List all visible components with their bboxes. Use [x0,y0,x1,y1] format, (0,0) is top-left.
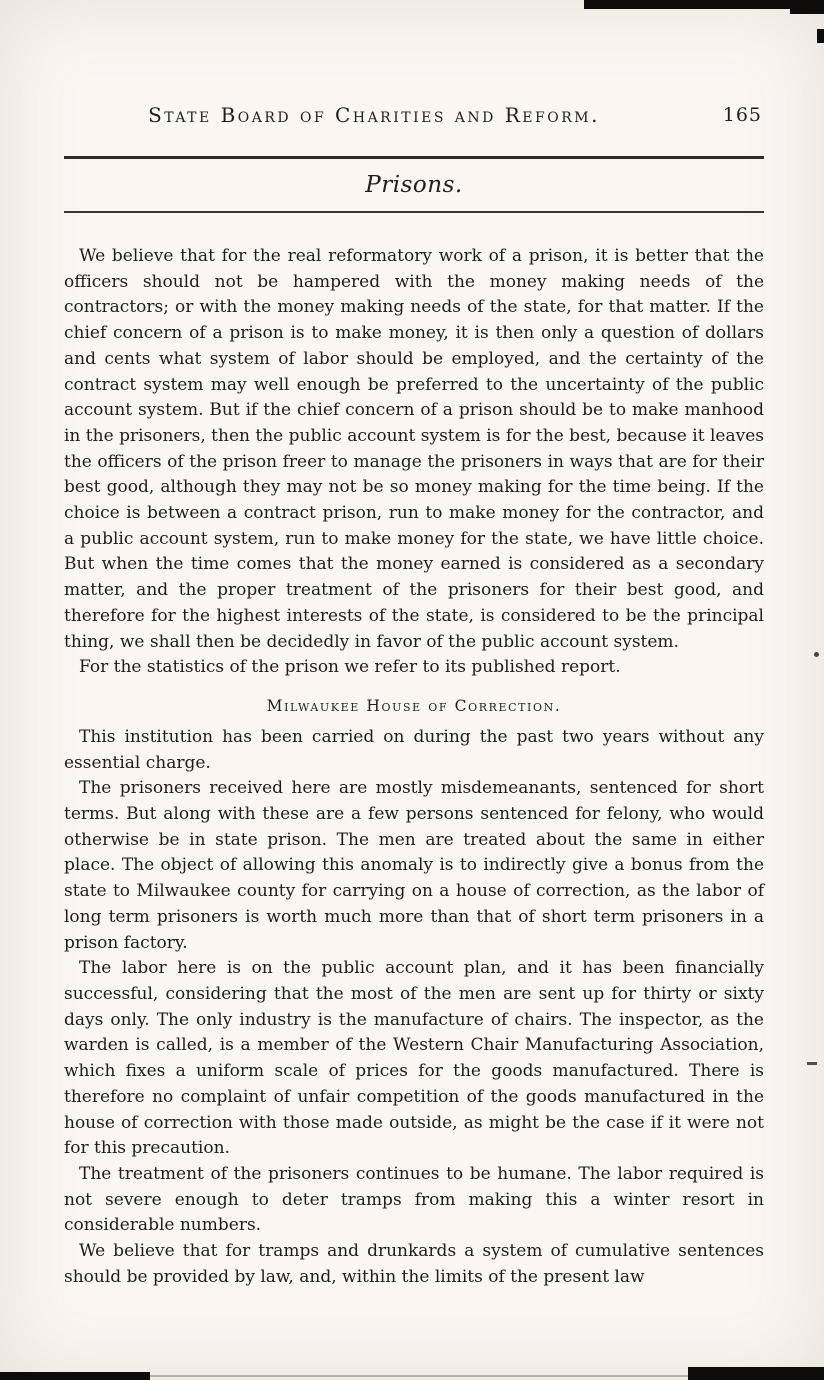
divider-rule-under-title [64,211,764,213]
section-heading: Milwaukee House of Correction. [266,696,562,715]
paragraph-5: The labor here is on the public account plan, and it has been financially successful, considering that the most of the men are sent up for thirty or sixty days only. The only industry is the manufacture of chairs. The inspector, as the warden is called, is a member of the Western Chair Manufacturing Association, which fixes a uniform scale of prices for the goods manufactured. There is therefore no complaint of unfair competition of the goods manufactured in the house of correction with those made outside, as might be the case if it were not for this precaution. [64,958,764,1159]
scan-artifact-speck [814,652,819,657]
scan-artifact-bottom-left [0,1372,150,1380]
scan-artifact-top-corner [790,7,824,14]
scan-artifact-top-right [584,0,824,9]
chapter-title: Prisons. [365,172,463,198]
paragraph-4: The prisoners received here are mostly misdemeanants, sentenced for short terms. But along with these are a few persons sentenced for felony, who would otherwise be in state prison. The men are treated about the same in either place. The object of allowing this anomaly is to indirectly give a bonus from the state to Milwaukee county for carrying on a house of correction, as the labor of long term prisoners is worth much more than that of short term prisoners in a prison factory. [64,778,764,953]
scan-artifact-dash [807,1062,817,1065]
paragraph-7: We believe that for tramps and drunkards a system of cumulative sentences should be provided by law, and, within the limits of the present law [64,1241,764,1287]
divider-rule-top [64,156,764,159]
page-number: 165 [722,104,762,126]
scan-artifact-bottom-right [688,1367,824,1380]
running-header [64,103,764,129]
paragraph-1: We believe that for the real reformatory work of a prison, it is better that the officers should not be hampered with the money making needs of the contractors; or with the money making needs of the state, for that matter. If the chief concern of a prison is to make money, it is then only a question of dollars and cents what system of labor should be employed, and the certainty of the contract system may well enough be preferred to the uncertainty of the public account system. But if the chief concern of a prison should be to make manhood in the prisoners, then the public account system is for the best, because it leaves the officers of the prison freer to manage the prisoners in ways that are for their best good, although they may not be so money making for the time being. If the choice is between a contract prison, run to make money for the contractor, and a public account system, run to make money for the state, we have little choice. But when the time comes that the money earned is considered as a secondary matter, and the proper treatment of the prisoners for their best good, and therefore for the highest interests of the state, is considered to be the principal thing, we shall then be decidedly in favor of the public account system. [64,246,764,652]
scan-artifact-bottom-line [150,1375,688,1377]
paragraph-6: The treatment of the prisoners continues to be humane. The labor required is not severe enough to deter tramps from making this a winter resort in considerable numbers. [64,1163,764,1236]
paragraph-3: This institution has been carried on during the past two years without any essential charge. [64,726,764,773]
running-header-title: State Board of Charities and Reform. [148,103,600,127]
paragraph-2: For the statistics of the prison we refer to its published report. [79,657,621,678]
page-content [64,103,764,1290]
body-text [64,244,764,1290]
scan-artifact-right-edge [817,29,824,43]
